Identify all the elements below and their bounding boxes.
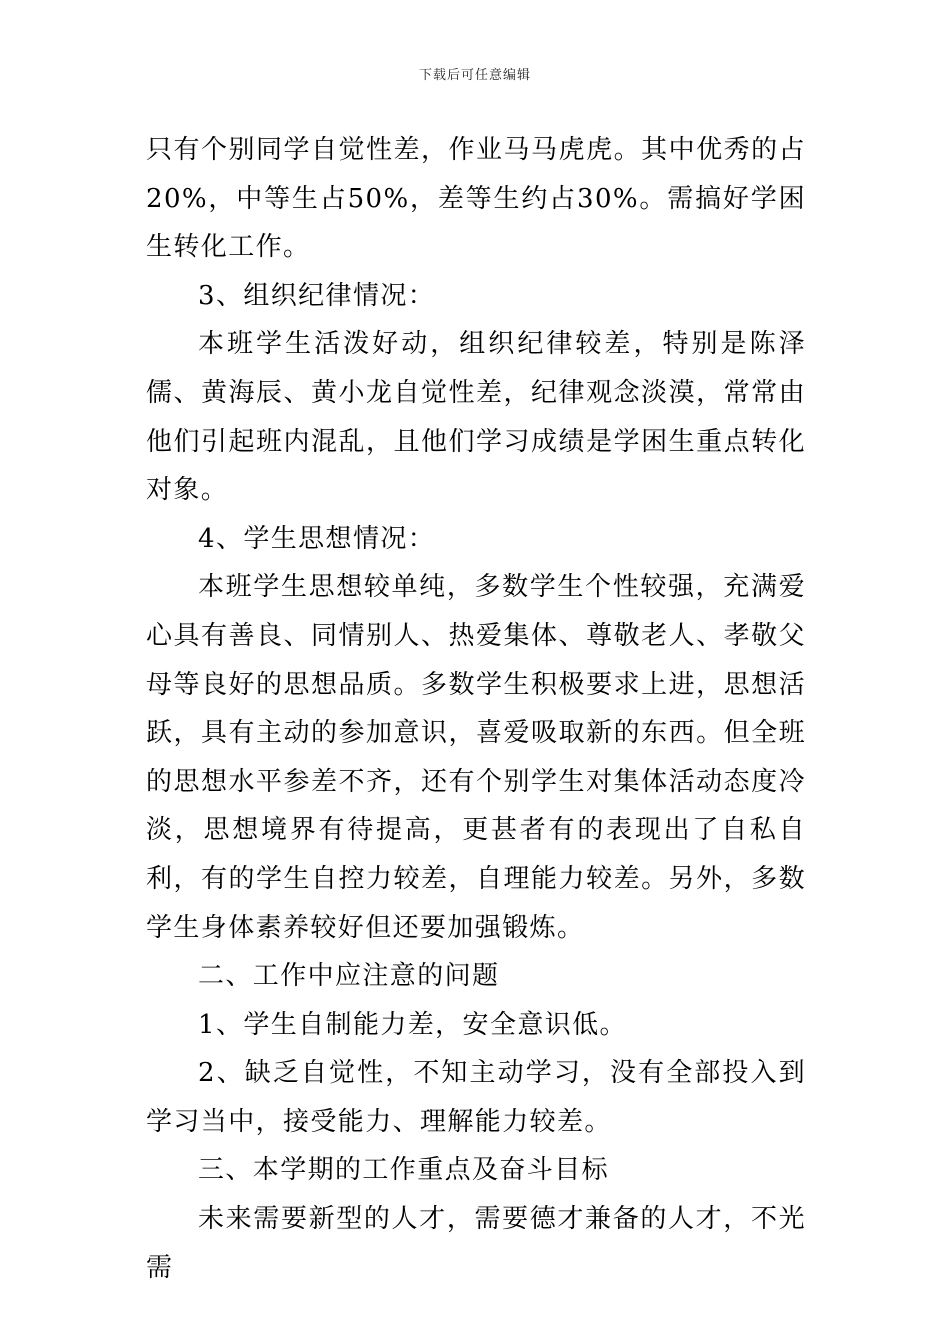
paragraph: 未来需要新型的人才，需要德才兼备的人才，不光需 <box>146 1204 806 1283</box>
list-item: 2、缺乏自觉性，不知主动学习，没有全部投入到学习当中，接受能力、理解能力较差。 <box>146 1058 806 1137</box>
section-heading: 4、学生思想情况： <box>198 523 436 554</box>
paragraph: 本班学生思想较单纯，多数学生个性较强，充满爱心具有善良、同情别人、热爱集体、尊敬老人、孝敬父母等良好的思想品质。多数学生积极要求上进，思想活跃，具有主动的参加意识，喜爱吸取新的东西。但全班的思想水平参差不齐，还有个别学生对集体活动态度冷淡，思想境界有待提高，更甚者有的表现出了自私自利，有的学生自控力较差，自理能力较差。另外，多数学生身体素养较好但还要加强锻炼。 <box>146 572 806 943</box>
paragraph: 本班学生活泼好动，组织纪律较差，特别是陈泽儒、黄海辰、黄小龙自觉性差，纪律观念淡漠，常常由他们引起班内混乱，且他们学习成绩是学困生重点转化对象。 <box>146 329 806 506</box>
paragraph: 只有个别同学自觉性差，作业马马虎虎。其中优秀的占20%，中等生占50%，差等生约占30%。需搞好学困生转化工作。 <box>146 135 806 263</box>
section-heading: 三、本学期的工作重点及奋斗目标 <box>198 1155 610 1186</box>
section-heading: 3、组织纪律情况： <box>198 280 436 311</box>
list-item: 1、学生自制能力差，安全意识低。 <box>198 1009 627 1040</box>
document-body <box>146 126 806 1292</box>
section-heading: 二、工作中应注意的问题 <box>198 961 500 992</box>
header-note: 下载后可任意编辑 <box>418 68 531 83</box>
